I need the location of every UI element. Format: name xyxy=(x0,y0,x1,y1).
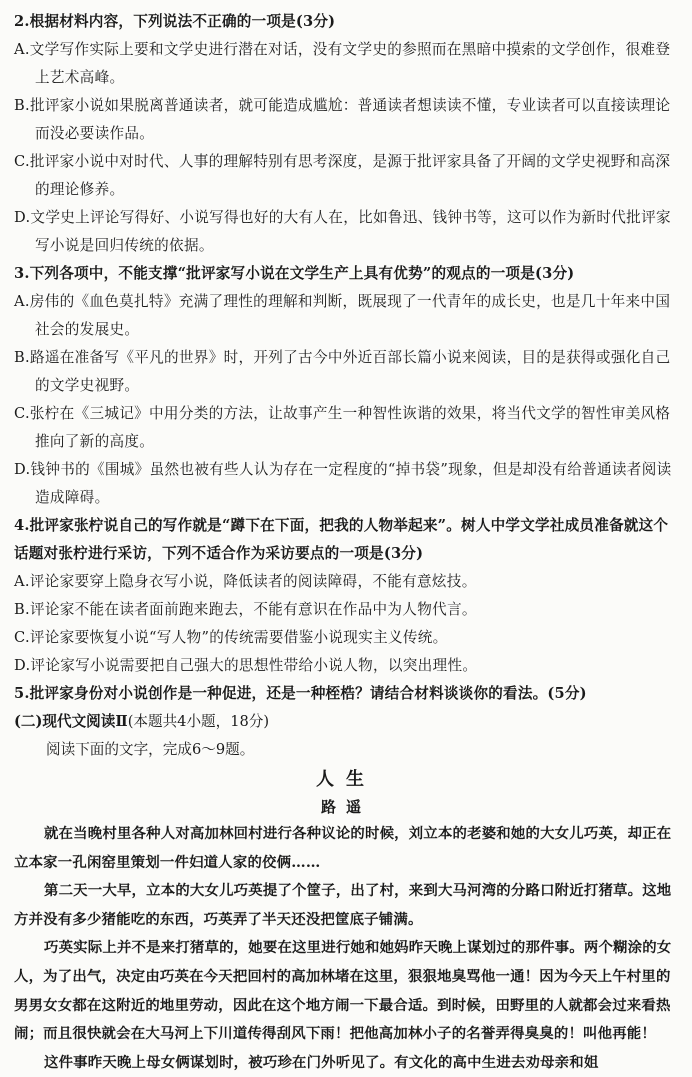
question-4-option-d: D.评论家写小说需要把自己强大的思想性带给小说人物，以突出理性。 xyxy=(14,657,478,674)
story-paragraph-4: 这件事昨天晚上母女俩谋划时，被巧珍在门外听见了。有文化的高中生进去劝母亲和姐 xyxy=(44,1053,599,1071)
story-author: 路遥 xyxy=(320,798,371,816)
question-5-stem: 5.批评家身份对小说创作是一种促进，还是一种桎梏？请结合材料谈谈你的看法。(5分) xyxy=(14,685,587,702)
question-4-option-a: A.评论家要穿上隐身衣写小说，降低读者的阅读障碍，不能有意炫技。 xyxy=(14,573,477,590)
question-2-option-c: C.批评家小说中对时代、人事的理解特别有思考深度，是源于批评家具备了开阔的文学史视野和高深的理论修养。 xyxy=(14,153,671,198)
question-4-option-c: C.评论家要恢复小说“写人物”的传统需要借鉴小说现实主义传统。 xyxy=(14,629,448,646)
question-2-option-a: A.文学写作实际上要和文学史进行潜在对话，没有文学史的参照而在黑暗中摸索的文学创作，很难登上艺术高峰。 xyxy=(14,41,671,86)
section-heading xyxy=(14,708,678,736)
question-3-stem: 3.下列各项中，不能支撑“批评家写小说在文学生产上具有优势”的观点的一项是(3分) xyxy=(14,265,575,282)
question-3-option-d: D.钱钟书的《围城》虽然也被有些人认为存在一定程度的“掉书袋”现象，但是却没有给普通读者阅读造成障碍。 xyxy=(14,461,672,506)
question-3-option-a: A.房伟的《血色莫扎特》充满了理性的理解和判断，既展现了一代青年的成长史，也是几十年来中国社会的发展史。 xyxy=(14,293,671,338)
section-title: (二)现代文阅读Ⅱ xyxy=(14,713,128,730)
question-3-option-b: B.路遥在准备写《平凡的世界》时，开列了古今中外近百部长篇小说来阅读，目的是获得或强化自己的文学史视野。 xyxy=(14,349,671,394)
question-2-option-d: D.文学史上评论写得好、小说写得也好的大有人在，比如鲁迅、钱钟书等，这可以作为新时代批评家写小说是回归传统的依据。 xyxy=(14,209,671,254)
section-note: (本题共4小题，18分) xyxy=(127,713,270,730)
story-paragraph-2: 第二天一大早，立本的大女儿巧英提了个筐子，出了村，来到大马河湾的分路口附近打猪草。这地方并没有多少猪能吃的东西，巧英弄了半天还没把筐底子铺满。 xyxy=(14,882,672,928)
question-2-stem: 2.根据材料内容，下列说法不正确的一项是(3分) xyxy=(14,13,336,30)
story-paragraph-3: 巧英实际上并不是来打猪草的，她要在这里进行她和她妈昨天晚上谋划过的那件事。两个糊涂的女人，为了出气，决定由巧英在今天把回村的高加林堵在这里，狠狠地臭骂他一通！因为今天上午村里的男男女女都在这附近的地里劳动，因此在这个地方闹一下最合适。到时候，田野里的人就都会过来看热闹；而且很快就会在大马河上下川道传得刮风下雨！把他高加林小子的名誉弄得臭臭的！叫他再能！ xyxy=(14,939,672,1043)
question-2-option-b: B.批评家小说如果脱离普通读者，就可能造成尴尬：普通读者想读读不懂，专业读者可以直接读理论而没必要读作品。 xyxy=(14,97,671,142)
story-paragraph-1: 就在当晚村里各种人对高加林回村进行各种议论的时候，刘立本的老婆和她的大女儿巧英，却正在立本家一孔闲窑里策划一件妇道人家的佼俩…… xyxy=(14,825,672,871)
question-3-option-c: C.张柠在《三城记》中用分类的方法，让故事产生一种智性诙谐的效果，将当代文学的智性审美风格推向了新的高度。 xyxy=(14,405,671,450)
section-instruction: 阅读下面的文字，完成6～9题。 xyxy=(46,741,255,758)
story-title: 人生 xyxy=(316,769,376,790)
question-4-option-b: B.评论家不能在读者面前跑来跑去，不能有意识在作品中为人物代言。 xyxy=(14,601,477,618)
question-4-stem: 4.批评家张柠说自己的写作就是“蹲下在下面，把我的人物举起来”。树人中学文学社成员准备就这个话题对张柠进行采访，下列不适合作为采访要点的一项是(3分) xyxy=(14,517,669,562)
